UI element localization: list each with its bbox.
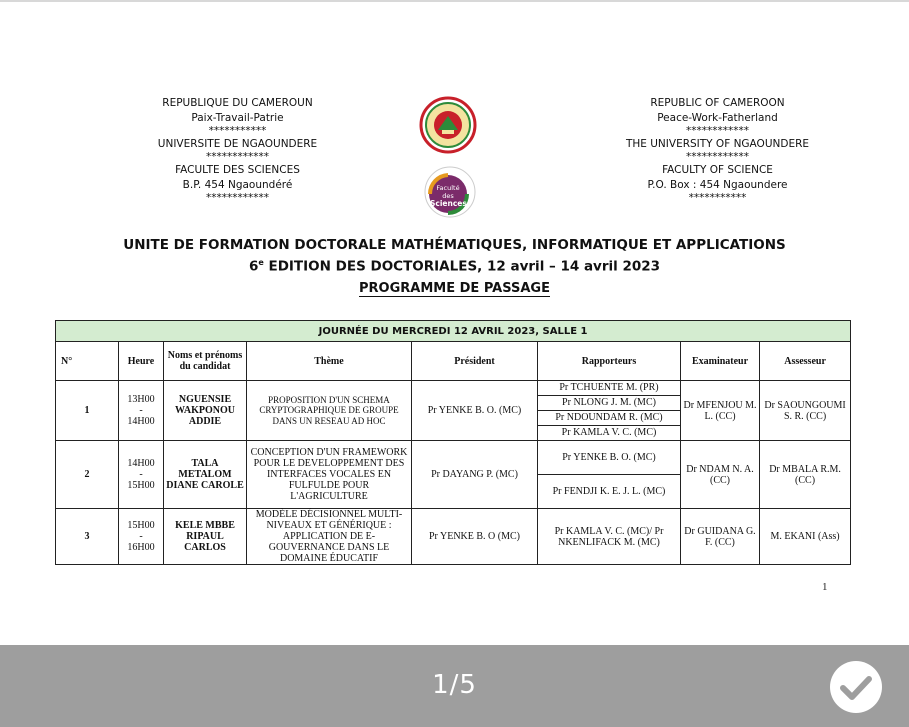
header-left-stars: *********** — [208, 125, 267, 137]
row-number: 1 — [56, 381, 119, 441]
examinateur: Dr NDAM N. A. (CC) — [681, 441, 760, 509]
header-right-line: REPUBLIC OF CAMEROON — [650, 97, 785, 109]
examinateur: Dr GUIDANA G. F. (CC) — [681, 509, 760, 565]
top-divider — [0, 0, 909, 2]
header-right-stars: *********** — [688, 192, 747, 204]
header-left-stars: ************ — [206, 192, 269, 204]
edition-number: 6 — [248, 258, 259, 275]
header-right-line: P.O. Box : 454 Ngaoundere — [647, 179, 788, 191]
time-separator: - — [139, 469, 143, 480]
assesseur: M. EKANI (Ass) — [760, 509, 851, 565]
faculty-logo-text: des — [442, 191, 454, 200]
col-header-theme: Thème — [247, 342, 412, 381]
header-right-block — [600, 96, 835, 204]
day-banner: JOURNÉE DU MERCREDI 12 AVRIL 2023, SALLE 1 — [56, 321, 851, 342]
col-header-president: Président — [412, 342, 538, 381]
header-left-stars: ************ — [206, 151, 269, 163]
president: Pr YENKE B. O (MC) — [412, 509, 538, 565]
rapporteur: Pr NLONG J. M. (MC) — [538, 395, 680, 410]
page-counter: 1/5 — [432, 670, 477, 700]
rapporteur: Pr YENKE B. O. (MC) — [562, 452, 656, 463]
candidate-name: TALA METALOM DIANE CAROLE — [164, 441, 247, 509]
time-start: 15H00 — [127, 520, 155, 531]
table-row — [56, 381, 851, 441]
row-number: 3 — [56, 509, 119, 565]
header-right-line: FACULTY OF SCIENCE — [662, 164, 773, 176]
header-left-block — [140, 96, 335, 204]
check-circle-icon[interactable] — [828, 659, 884, 715]
programme-heading — [40, 281, 869, 296]
time-start: 13H00 — [127, 394, 155, 405]
document-title: UNITE DE FORMATION DOCTORALE MATHÉMATIQUES, INFORMATIQUE ET APPLICATIONS — [123, 237, 786, 253]
col-header-heure: Heure — [119, 342, 164, 381]
header-left-line: UNIVERSITE DE NGAOUNDERE — [157, 138, 318, 150]
time-start: 14H00 — [127, 458, 155, 469]
header-right-stars: ************ — [686, 151, 749, 163]
rapporteur: Pr NDOUNDAM R. (MC) — [538, 410, 680, 425]
col-header-examinateur: Examinateur — [681, 342, 760, 381]
faculty-logo-text: Sciences — [430, 199, 467, 208]
faculty-logo-text: Faculté — [436, 184, 460, 192]
rapporteur: Pr KAMLA V. C. (MC) — [538, 425, 680, 440]
time-end: 15H00 — [127, 480, 155, 491]
thesis-theme: MODÈLE DÉCISIONNEL MULTI-NIVEAUX ET GÉNÉRIQUE : APPLICATION DE E-GOUVERNANCE DANS LE DOMAINE ÉDUCATIF — [247, 509, 412, 565]
header-left-line: REPUBLIQUE DU CAMEROUN — [162, 97, 313, 109]
edition-dates: EDITION DES DOCTORIALES, 12 avril – 14 avril 2023 — [263, 258, 661, 275]
header-left-line: B.P. 454 Ngaoundéré — [182, 179, 293, 191]
col-header-rapporteurs: Rapporteurs — [538, 342, 681, 381]
edition-subtitle — [40, 258, 869, 275]
header-right-line: THE UNIVERSITY OF NGAOUNDERE — [625, 138, 810, 150]
time-slot — [119, 381, 164, 441]
table-row — [56, 441, 851, 509]
row-number: 2 — [56, 441, 119, 509]
table-header-row — [56, 342, 851, 381]
examinateur: Dr MFENJOU M. L. (CC) — [681, 381, 760, 441]
edition-superscript: e — [258, 258, 264, 267]
rapporteur: Pr FENDJI K. E. J. L. (MC) — [538, 474, 680, 508]
page-number: 1 — [822, 581, 828, 593]
rapporteur: Pr TCHUENTE M. (PR) — [559, 382, 659, 393]
table-row — [56, 509, 851, 565]
table-banner-row — [56, 321, 851, 342]
header-right-line: Peace-Work-Fatherland — [657, 112, 778, 124]
assesseur: Dr MBALA R.M. (CC) — [760, 441, 851, 509]
time-end: 16H00 — [127, 542, 155, 553]
assesseur: Dr SAOUNGOUMI S. R. (CC) — [760, 381, 851, 441]
thesis-theme: PROPOSITION D'UN SCHEMA CRYPTOGRAPHIQUE DE GROUPE DANS UN RESEAU AD HOC — [247, 381, 412, 441]
schedule-table — [55, 320, 851, 565]
col-header-assesseur: Assesseur — [760, 342, 851, 381]
rapporteurs-cell — [538, 441, 681, 509]
thesis-theme: CONCEPTION D'UN FRAMEWORK POUR LE DEVELOPPEMENT DES INTERFACES VOCALES EN FULFULDE POUR L'AGRICULTURE — [247, 441, 412, 509]
president: Pr YENKE B. O. (MC) — [412, 381, 538, 441]
programme-heading-text: PROGRAMME DE PASSAGE — [359, 281, 550, 296]
col-header-no: N° — [56, 342, 119, 381]
faculty-logo — [418, 164, 482, 220]
time-end: 14H00 — [127, 416, 155, 427]
candidate-name: NGUENSIE WAKPONOU ADDIE — [164, 381, 247, 441]
header-left-line: Paix-Travail-Patrie — [191, 112, 284, 124]
col-header-noms: Noms et prénoms du candidat — [164, 342, 247, 381]
candidate-name: KELE MBBE RIPAUL CARLOS — [164, 509, 247, 565]
header-left-line: FACULTE DES SCIENCES — [175, 164, 300, 176]
time-separator: - — [139, 405, 143, 416]
time-separator: - — [139, 531, 143, 542]
university-logo — [418, 96, 478, 154]
rapporteur: Pr KAMLA V. C. (MC)/ Pr NKENLIFACK M. (MC) — [538, 509, 681, 565]
president: Pr DAYANG P. (MC) — [412, 441, 538, 509]
header-right-stars: ************ — [686, 125, 749, 137]
rapporteurs-cell — [538, 381, 681, 441]
time-slot — [119, 509, 164, 565]
time-slot — [119, 441, 164, 509]
